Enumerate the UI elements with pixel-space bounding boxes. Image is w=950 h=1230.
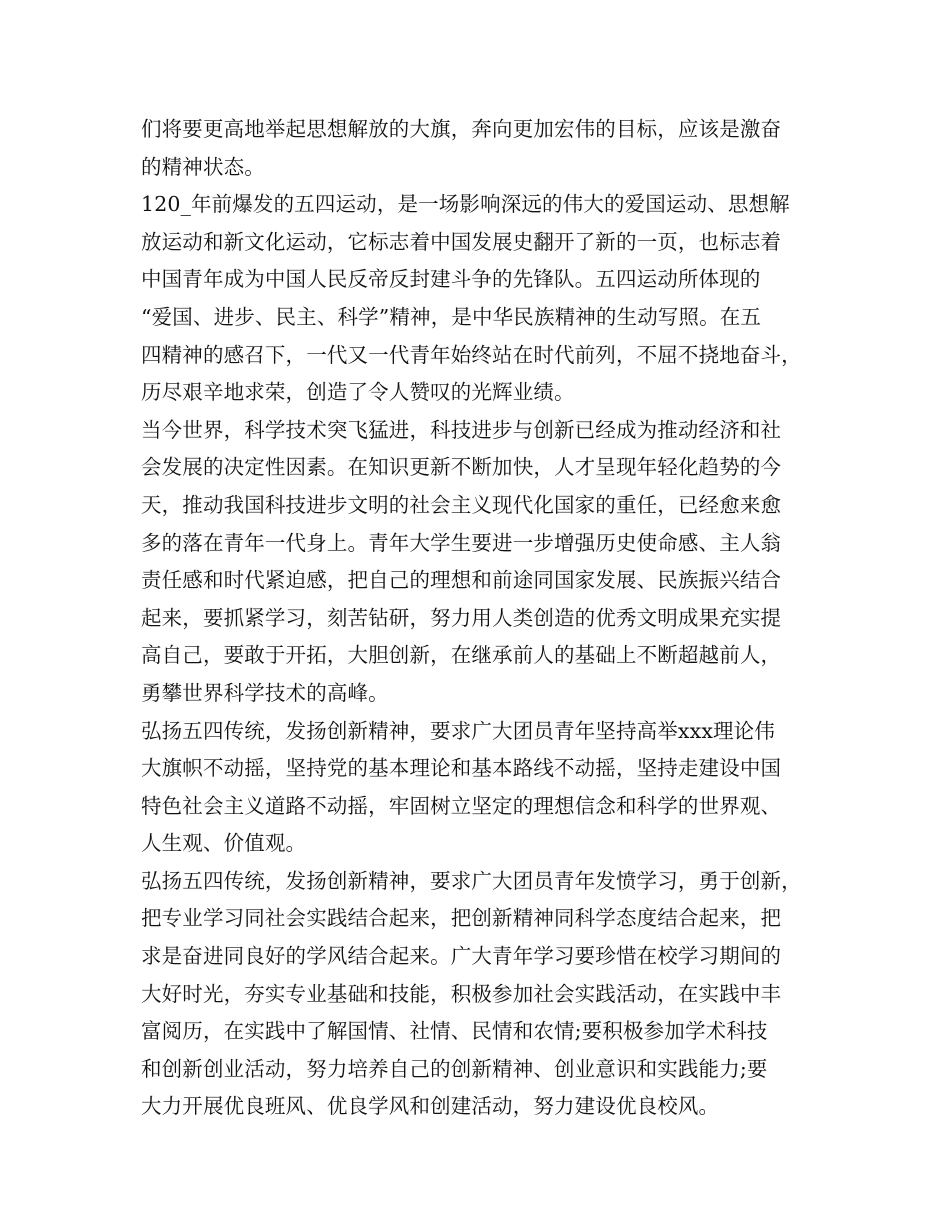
text-line: 120_年前爆发的五四运动，是一场影响深远的伟大的爱国运动、思想解 xyxy=(141,192,790,217)
text-line: 勇攀世界科学技术的高峰。 xyxy=(141,680,389,705)
paragraph-1 xyxy=(141,111,821,186)
text-line: 的精神状态。 xyxy=(141,154,265,179)
text-line: 和创新创业活动，努力培养自己的创新精神、创业意识和实践能力;要 xyxy=(141,1056,768,1081)
text-line: 大旗帜不动摇，坚持党的基本理论和基本路线不动摇，坚持走建设中国 xyxy=(141,756,782,781)
paragraph-5 xyxy=(141,863,821,1126)
text-line: 高自己，要敢于开拓，大胆创新，在继承前人的基础上不断超越前人， xyxy=(141,643,782,668)
text-line: 起来，要抓紧学习，刻苦钻研，努力用人类创造的优秀文明成果充实提 xyxy=(141,605,782,630)
text-line: 把专业学习同社会实践结合起来，把创新精神同科学态度结合起来，把 xyxy=(141,906,782,931)
paragraph-3 xyxy=(141,412,821,713)
text-line: 中国青年成为中国人民反帝反封建斗争的先锋队。五四运动所体现的 xyxy=(141,267,761,292)
paragraph-2 xyxy=(141,186,821,412)
text-line: 天，推动我国科技进步文明的社会主义现代化国家的重任，已经愈来愈 xyxy=(141,492,782,517)
text-line: 多的落在青年一代身上。青年大学生要进一步增强历史使命感、主人翁 xyxy=(141,530,782,555)
text-line: 四精神的感召下，一代又一代青年始终站在时代前列，不屈不挠地奋斗， xyxy=(141,342,802,367)
text-line: 弘扬五四传统，发扬创新精神，要求广大团员青年发愤学习，勇于创新， xyxy=(141,868,802,893)
text-line: 大好时光，夯实专业基础和技能，积极参加社会实践活动，在实践中丰 xyxy=(141,981,782,1006)
text-line: 求是奋进同良好的学风结合起来。广大青年学习要珍惜在校学习期间的 xyxy=(141,944,782,969)
text-line: 们将要更高地举起思想解放的大旗，奔向更加宏伟的目标，应该是激奋 xyxy=(141,117,782,141)
text-line: 会发展的决定性因素。在知识更新不断加快，人才呈现年轻化趋势的今 xyxy=(141,455,782,480)
body-text xyxy=(141,111,821,1126)
text-line: 弘扬五四传统，发扬创新精神，要求广大团员青年坚持高举xxx理论伟 xyxy=(141,718,775,743)
text-line: 人生观、价值观。 xyxy=(141,831,307,856)
text-line: 富阅历，在实践中了解国情、社情、民情和农情;要积极参加学术科技 xyxy=(141,1019,768,1044)
text-line: “爱国、进步、民主、科学”精神，是中华民族精神的生动写照。在五 xyxy=(141,304,762,329)
text-line: 责任感和时代紧迫感，把自己的理想和前途同国家发展、民族振兴结合 xyxy=(141,568,782,593)
paragraph-4 xyxy=(141,713,821,863)
text-line: 大力开展优良班风、优良学风和创建活动，努力建设优良校风。 xyxy=(141,1094,720,1119)
text-line: 放运动和新文化运动，它标志着中国发展史翻开了新的一页，也标志着 xyxy=(141,229,782,254)
text-line: 特色社会主义道路不动摇，牢固树立坚定的理想信念和科学的世界观、 xyxy=(141,793,782,818)
text-line: 当今世界，科学技术突飞猛进，科技进步与创新已经成为推动经济和社 xyxy=(141,417,782,442)
text-line: 历尽艰辛地求荣，创造了令人赞叹的光辉业绩。 xyxy=(141,380,575,405)
